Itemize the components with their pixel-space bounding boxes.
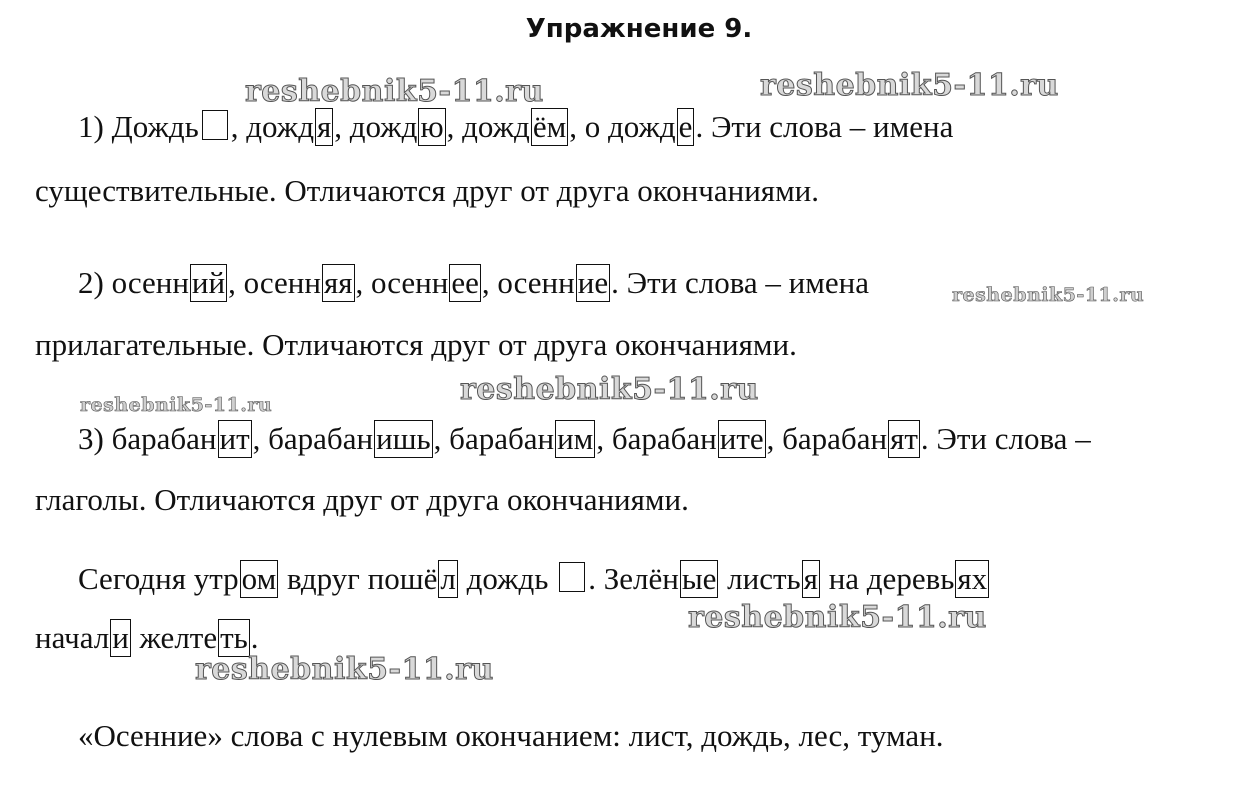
text: дождь bbox=[458, 561, 557, 596]
ending-box: ие bbox=[577, 265, 609, 300]
text: на деревь bbox=[820, 561, 955, 596]
text: . bbox=[250, 620, 259, 655]
ending-box: я bbox=[316, 109, 332, 144]
text: , дожд bbox=[230, 109, 314, 144]
text: . Эти слова – имена bbox=[611, 265, 869, 300]
text: желте bbox=[131, 620, 218, 655]
ending-box: ишь bbox=[376, 421, 431, 456]
ending-box: ят bbox=[890, 421, 918, 456]
paragraph-2-line-2: прилагательные. Отличаются друг от друга окончаниями. bbox=[35, 327, 797, 362]
ending-box: ом bbox=[241, 561, 277, 596]
paragraph-1-line-2: существительные. Отличаются друг от друга окончаниями. bbox=[35, 173, 820, 208]
watermark: reshebnik5-11.ru bbox=[460, 372, 759, 407]
ending-box: им bbox=[557, 421, 594, 456]
text: начал bbox=[35, 620, 110, 655]
watermark: reshebnik5-11.ru bbox=[760, 68, 1059, 103]
ending-box: ём bbox=[532, 109, 567, 144]
text: , осенн bbox=[355, 265, 449, 300]
text: . Эти слова – имена bbox=[695, 109, 954, 144]
paragraph-1-line-1 bbox=[78, 107, 953, 147]
ending-box: ть bbox=[220, 620, 248, 655]
ending-box: яя bbox=[323, 265, 353, 300]
watermark: reshebnik5-11.ru bbox=[952, 284, 1145, 306]
text: 3) барабан bbox=[78, 421, 217, 456]
text: . Зелён bbox=[588, 561, 679, 596]
paragraph-2-line-1 bbox=[78, 263, 869, 303]
text: , осенн bbox=[228, 265, 321, 300]
text: , барабан bbox=[596, 421, 717, 456]
text: листь bbox=[719, 561, 801, 596]
text: вдруг пошё bbox=[279, 561, 438, 596]
null-ending-box bbox=[202, 110, 228, 140]
ending-box: ий bbox=[191, 265, 226, 300]
text: , барабан bbox=[433, 421, 555, 456]
text: , осенн bbox=[481, 265, 575, 300]
ending-box: ите bbox=[719, 421, 764, 456]
text: , барабан bbox=[766, 421, 888, 456]
null-ending-box bbox=[559, 562, 585, 592]
ending-box: ее bbox=[451, 265, 479, 300]
ending-box: е bbox=[678, 109, 693, 144]
watermark: reshebnik5-11.ru bbox=[688, 600, 987, 635]
ending-box: ю bbox=[420, 109, 444, 144]
text: 2) осенн bbox=[78, 265, 189, 300]
watermark: reshebnik5-11.ru bbox=[195, 652, 494, 687]
text: , дожд bbox=[334, 109, 418, 144]
text: , дожд bbox=[446, 109, 530, 144]
exercise-title: Упражнение 9. bbox=[525, 14, 753, 44]
watermark: reshebnik5-11.ru bbox=[80, 394, 273, 416]
text: Сегодня утр bbox=[78, 561, 239, 596]
ending-box: ях bbox=[957, 561, 988, 596]
ending-box: я bbox=[803, 561, 818, 596]
paragraph-4-line-1 bbox=[78, 559, 990, 599]
paragraph-3-line-2: глаголы. Отличаются друг от друга окончаниями. bbox=[35, 482, 689, 517]
text: , о дожд bbox=[569, 109, 676, 144]
text: 1) Дождь bbox=[78, 109, 199, 144]
text: , барабан bbox=[252, 421, 374, 456]
ending-box: ые bbox=[681, 561, 717, 596]
watermark: reshebnik5-11.ru bbox=[245, 74, 544, 109]
text: . Эти слова – bbox=[920, 421, 1091, 456]
paragraph-3-line-1 bbox=[78, 419, 1091, 459]
ending-box: и bbox=[112, 620, 129, 655]
ending-box: л bbox=[440, 561, 456, 596]
paragraph-5: «Осенние» слова с нулевым окончанием: лист, дождь, лес, туман. bbox=[78, 718, 944, 753]
ending-box: ит bbox=[219, 421, 250, 456]
